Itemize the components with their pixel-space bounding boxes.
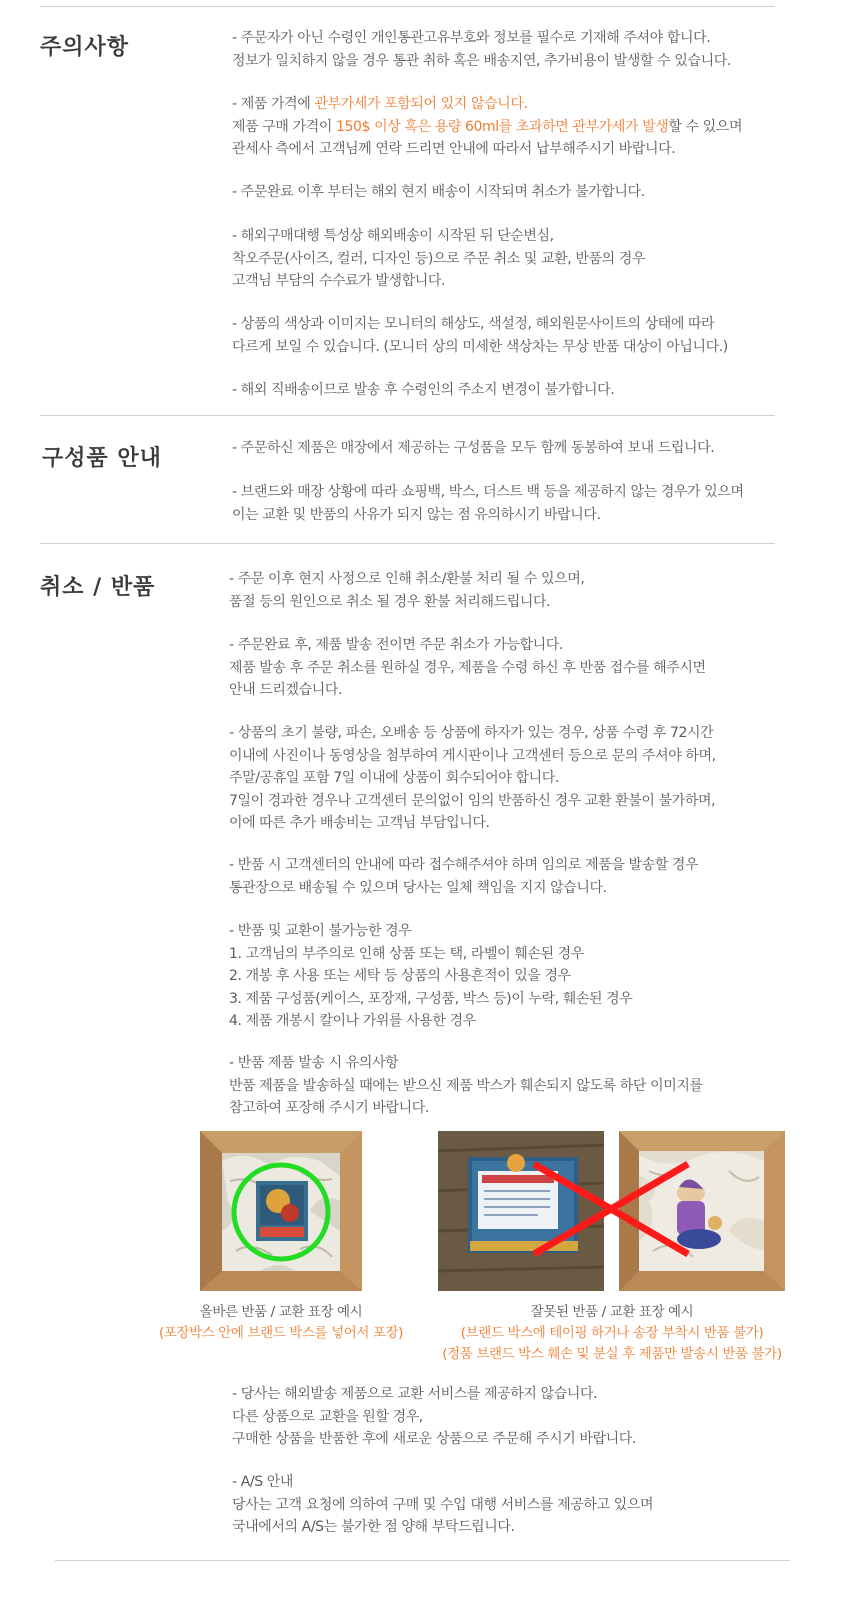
good-example-title: 올바른 반품 / 교환 표장 예시 [199, 1304, 363, 1320]
good-example-caption [155, 1302, 407, 1344]
bad-example-caption [430, 1302, 794, 1365]
notice-bullet-6: - 해외 직배송이므로 발송 후 수령인의 주소지 변경이 불가합니다. [232, 382, 615, 398]
returns-bullet-6: - 반품 제품 발송 시 유의사항 반품 제품을 발송하실 때에는 받으신 제품 박스가 훼손되지 않도록 하단 이미지를 참고하여 포장해 주시기 바랍니다. [229, 1055, 703, 1116]
bottom-divider [55, 1560, 790, 1561]
components-bullet-1: - 주문하신 제품은 매장에서 제공하는 구성품을 모두 함께 동봉하여 보내 드립니다. [232, 440, 715, 456]
section-title-returns: 취소 / 반품 [40, 575, 156, 600]
returns-bullet-4: - 반품 시 고객센터의 안내에 따라 접수해주셔야 하며 임의로 제품을 발송할 경우 통관장으로 배송될 수 있으며 당사는 일체 책임을 지지 않습니다. [229, 857, 699, 896]
notice-bullet-1: - 주문자가 아닌 수령인 개인통관고유부호와 정보를 필수로 기재해 주셔야 합니다. 정보가 일치하지 않을 경우 통관 취하 혹은 배송지연, 추가비용이 발생할 수 있습니다. [232, 30, 731, 69]
good-example-note: (포장박스 안에 브랜드 박스를 넣어서 포장) [158, 1325, 404, 1341]
top-divider [40, 6, 775, 7]
returns-bullet-8: - A/S 안내 당사는 고객 요청에 의하여 구매 및 수입 대행 서비스를 제공하고 있으며 국내에서의 A/S는 불가한 점 양해 부탁드립니다. [232, 1474, 654, 1535]
notice-bullet-2: - 제품 가격에 관부가세가 포함되어 있지 않습니다. 제품 구매 가격이 150$ 이상 혹은 용량 60ml를 초과하면 관부가세가 발생할 수 있으며 관세사 측에서 고객님께 연락 드리면 안내에 따라서 납부해주시기 바랍니다. [232, 96, 743, 157]
returns-bullet-2: - 주문완료 후, 제품 발송 전이면 주문 취소가 가능합니다. 제품 발송 후 주문 취소를 원하실 경우, 제품을 수령 하신 후 반품 접수를 해주시면 안내 드리겠습니다. [229, 637, 706, 698]
good-packaging-photo [200, 1131, 362, 1291]
section-divider [40, 415, 775, 416]
bad-example-title: 잘못된 반품 / 교환 표장 예시 [530, 1304, 694, 1320]
invalid-cross-mark [530, 1160, 692, 1258]
bad-example-note-2: (정품 브랜드 박스 훼손 및 분실 후 제품만 발송시 반품 불가) [442, 1346, 782, 1362]
section-title-notice: 주의사항 [40, 35, 130, 60]
returns-bullet-5: - 반품 및 교환이 불가능한 경우 1. 고객님의 부주의로 인해 상품 또는 택, 라벨이 훼손된 경우 2. 개봉 후 사용 또는 세탁 등 상품의 사용흔적이 있을 경우 3. 제품 구성품(케이스, 포장재, 구성품, 박스 등)이 누락, 훼손된 경우 4. 제품 개봉시 칼이나 가위를 사용한 경우 [229, 923, 633, 1029]
bad-example-note-1: (브랜드 박스에 테이핑 하거나 송장 부착시 반품 불가) [460, 1325, 764, 1341]
section-title-components: 구성품 안내 [42, 446, 162, 471]
section-divider [40, 543, 775, 544]
returns-bullet-7: - 당사는 해외발송 제품으로 교환 서비스를 제공하지 않습니다. 다른 상품으로 교환을 원할 경우, 구매한 상품을 반품한 후에 새로운 상품으로 주문해 주시기 바랍니다. [232, 1386, 636, 1447]
returns-bullet-1: - 주문 이후 현지 사정으로 인해 취소/환불 처리 될 수 있으며, 품절 등의 원인으로 취소 될 경우 환불 처리해드립니다. [229, 571, 585, 610]
notice-bullet-3: - 주문완료 이후 부터는 해외 현지 배송이 시작되며 취소가 불가합니다. [232, 184, 645, 200]
highlight-text: 150$ 이상 혹은 용량 60ml를 초과하면 관부가세가 발생 [336, 118, 669, 135]
returns-bullet-3: - 상품의 초기 불량, 파손, 오배송 등 상품에 하자가 있는 경우, 상품 수령 후 72시간 이내에 사진이나 동영상을 첨부하여 게시판이나 고객센터 등으로 문의 주셔야 하며, 주말/공휴일 포함 7일 이내에 상품이 회수되어야 합니다. 7일이 경과한 경우나 고객센터 문의없이 임의 반품하신 경우 교환 환불이 불가하며, 이에 따른 추가 배송비는 고객님 부담입니다. [229, 725, 716, 831]
components-bullet-2: - 브랜드와 매장 상황에 따라 쇼핑백, 박스, 더스트 백 등을 제공하지 않는 경우가 있으며 이는 교환 및 반품의 사유가 되지 않는 점 유의하시기 바랍니다. [232, 484, 744, 523]
highlight-text: 관부가세가 포함되어 있지 않습니다. [314, 96, 528, 112]
notice-bullet-4: - 해외구매대행 특성상 해외배송이 시작된 뒤 단순변심, 착오주문(사이즈, 컬러, 디자인 등)으로 주문 취소 및 교환, 반품의 경우 고객님 부담의 수수료가 발생합니다. [232, 228, 646, 289]
notice-bullet-5: - 상품의 색상과 이미지는 모니터의 해상도, 색설정, 해외원문사이트의 상태에 따라 다르게 보일 수 있습니다. (모니터 상의 미세한 색상차는 무상 반품 대상이 아닙니다.) [232, 316, 728, 355]
